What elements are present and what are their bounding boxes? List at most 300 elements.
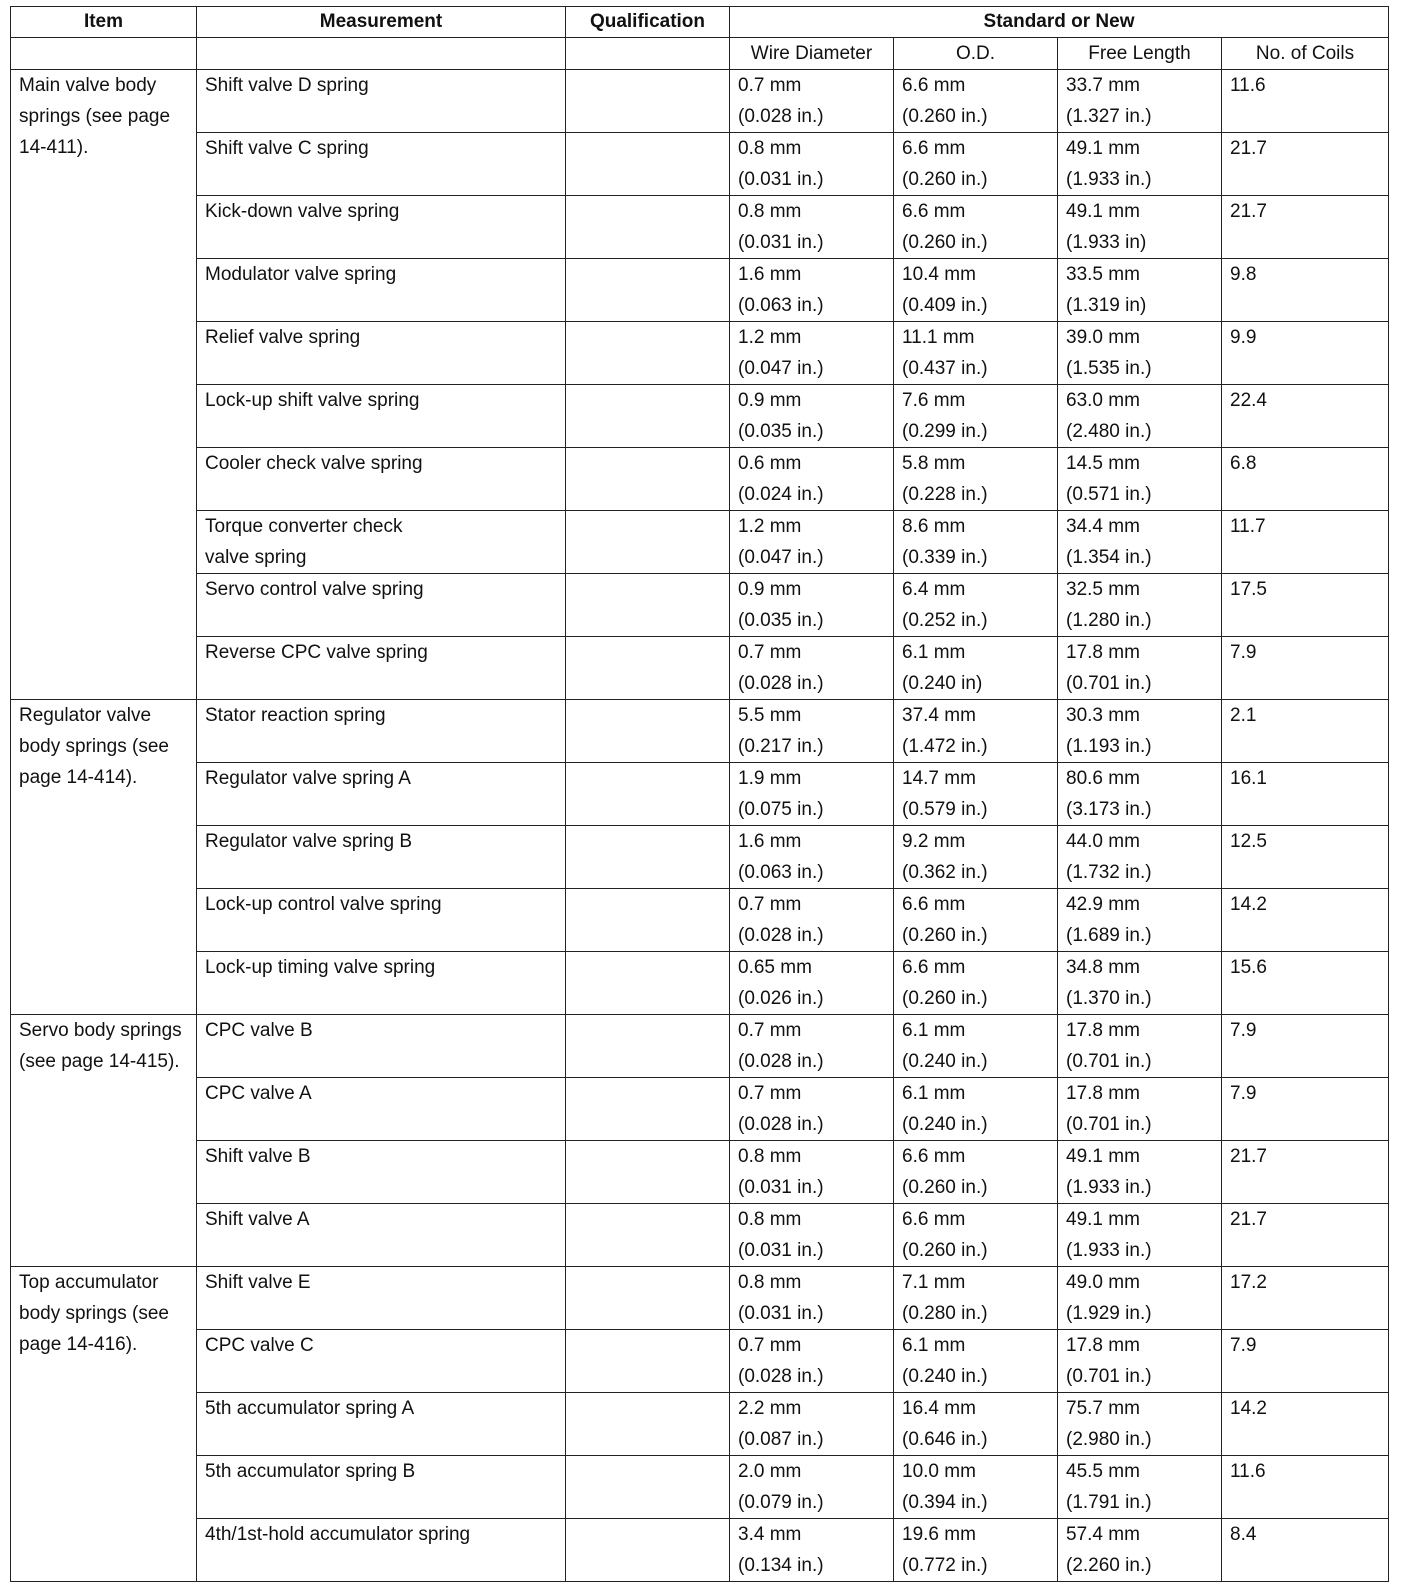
measurement-label: Lock-up timing valve spring [205, 957, 436, 978]
od-in: (0.339 in.) [902, 547, 988, 568]
free-length-mm: 32.5 mm [1066, 579, 1140, 600]
od-in: (0.240 in.) [902, 1051, 988, 1072]
subheader-empty-measurement [197, 38, 566, 70]
wire-diameter-cell [730, 70, 894, 133]
od-in: (0.772 in.) [902, 1555, 988, 1576]
table-row [11, 322, 1389, 385]
free-length-mm: 14.5 mm [1066, 453, 1140, 474]
measurement-cell [197, 1456, 566, 1519]
measurement-label: Kick-down valve spring [205, 201, 400, 222]
od-mm: 6.6 mm [902, 1209, 966, 1230]
free-length-cell [1058, 1141, 1222, 1204]
free-length-mm: 49.1 mm [1066, 1209, 1140, 1230]
wire-diameter-in: (0.075 in.) [738, 799, 824, 820]
od-cell [894, 1078, 1058, 1141]
measurement-label: Shift valve C spring [205, 138, 369, 159]
qualification-cell [566, 700, 730, 763]
measurement-label: CPC valve C [205, 1335, 314, 1356]
free-length-cell [1058, 700, 1222, 763]
measurement-cell [197, 1519, 566, 1582]
free-length-cell [1058, 1393, 1222, 1456]
free-length-cell [1058, 1456, 1222, 1519]
coils-cell [1222, 1393, 1389, 1456]
od-mm: 5.8 mm [902, 453, 966, 474]
coils-value: 9.9 [1230, 327, 1257, 348]
wire-diameter-in: (0.028 in.) [738, 1051, 824, 1072]
free-length-mm: 49.1 mm [1066, 138, 1140, 159]
table-row [11, 574, 1389, 637]
od-cell [894, 133, 1058, 196]
measurement-cell [197, 1393, 566, 1456]
wire-diameter-mm: 2.2 mm [738, 1398, 802, 1419]
od-in: (0.240 in) [902, 673, 983, 694]
coils-cell [1222, 133, 1389, 196]
coils-cell [1222, 1141, 1389, 1204]
od-mm: 10.0 mm [902, 1461, 976, 1482]
free-length-cell [1058, 1330, 1222, 1393]
coils-value: 7.9 [1230, 1020, 1257, 1041]
wire-diameter-in: (0.079 in.) [738, 1492, 824, 1513]
wire-diameter-mm: 0.8 mm [738, 1272, 802, 1293]
measurement-cell [197, 763, 566, 826]
wire-diameter-mm: 5.5 mm [738, 705, 802, 726]
free-length-mm: 42.9 mm [1066, 894, 1140, 915]
free-length-in: (2.480 in.) [1066, 421, 1152, 442]
measurement-cell [197, 952, 566, 1015]
free-length-in: (0.701 in.) [1066, 1114, 1152, 1135]
od-cell [894, 574, 1058, 637]
measurement-label: Stator reaction spring [205, 705, 386, 726]
free-length-in: (1.933 in.) [1066, 1177, 1152, 1198]
od-mm: 8.6 mm [902, 516, 966, 537]
free-length-mm: 49.0 mm [1066, 1272, 1140, 1293]
od-cell [894, 322, 1058, 385]
measurement-label: Modulator valve spring [205, 264, 397, 285]
coils-cell [1222, 889, 1389, 952]
item-label: Regulator valve body springs (see page 14-414). [19, 705, 169, 788]
measurement-label: Reverse CPC valve spring [205, 642, 428, 663]
od-mm: 6.1 mm [902, 1020, 966, 1041]
od-cell [894, 889, 1058, 952]
wire-diameter-cell [730, 1015, 894, 1078]
wire-diameter-mm: 3.4 mm [738, 1524, 802, 1545]
coils-value: 21.7 [1230, 201, 1267, 222]
od-in: (0.240 in.) [902, 1366, 988, 1387]
qualification-cell [566, 259, 730, 322]
free-length-in: (1.354 in.) [1066, 547, 1152, 568]
free-length-mm: 45.5 mm [1066, 1461, 1140, 1482]
subheader-wire-diameter: Wire Diameter [730, 38, 894, 70]
free-length-in: (0.701 in.) [1066, 1366, 1152, 1387]
wire-diameter-cell [730, 700, 894, 763]
measurement-cell [197, 70, 566, 133]
free-length-in: (1.327 in.) [1066, 106, 1152, 127]
free-length-cell [1058, 511, 1222, 574]
free-length-in: (1.280 in.) [1066, 610, 1152, 631]
wire-diameter-cell [730, 889, 894, 952]
qualification-cell [566, 322, 730, 385]
free-length-cell [1058, 763, 1222, 826]
header-item: Item [11, 7, 197, 38]
od-cell [894, 1330, 1058, 1393]
wire-diameter-mm: 0.7 mm [738, 75, 802, 96]
measurement-cell [197, 448, 566, 511]
free-length-in: (1.319 in) [1066, 295, 1147, 316]
wire-diameter-in: (0.028 in.) [738, 925, 824, 946]
wire-diameter-cell [730, 637, 894, 700]
subheader-row [11, 38, 1389, 70]
wire-diameter-in: (0.035 in.) [738, 610, 824, 631]
free-length-cell [1058, 322, 1222, 385]
free-length-in: (1.370 in.) [1066, 988, 1152, 1009]
table-row [11, 952, 1389, 1015]
coils-value: 17.2 [1230, 1272, 1267, 1293]
measurement-label: Torque converter check valve spring [205, 516, 403, 568]
free-length-mm: 75.7 mm [1066, 1398, 1140, 1419]
wire-diameter-cell [730, 1078, 894, 1141]
coils-value: 7.9 [1230, 1083, 1257, 1104]
subheader-empty-qualification [566, 38, 730, 70]
subheader-free-length: Free Length [1058, 38, 1222, 70]
measurement-cell [197, 574, 566, 637]
coils-cell [1222, 1519, 1389, 1582]
measurement-label: 5th accumulator spring A [205, 1398, 415, 1419]
wire-diameter-in: (0.024 in.) [738, 484, 824, 505]
od-cell [894, 700, 1058, 763]
coils-cell [1222, 700, 1389, 763]
header-qualification: Qualification [566, 7, 730, 38]
coils-cell [1222, 70, 1389, 133]
spring-spec-table [10, 6, 1389, 1582]
free-length-mm: 57.4 mm [1066, 1524, 1140, 1545]
measurement-label: Regulator valve spring A [205, 768, 411, 789]
item-cell [11, 1267, 197, 1582]
wire-diameter-mm: 0.6 mm [738, 453, 802, 474]
coils-cell [1222, 574, 1389, 637]
coils-cell [1222, 826, 1389, 889]
coils-value: 9.8 [1230, 264, 1257, 285]
od-cell [894, 1015, 1058, 1078]
wire-diameter-in: (0.031 in.) [738, 232, 824, 253]
table-row [11, 1015, 1389, 1078]
qualification-cell [566, 1393, 730, 1456]
od-cell [894, 385, 1058, 448]
od-mm: 6.1 mm [902, 1083, 966, 1104]
od-in: (0.260 in.) [902, 988, 988, 1009]
free-length-in: (1.929 in.) [1066, 1303, 1152, 1324]
od-in: (0.260 in.) [902, 169, 988, 190]
qualification-cell [566, 1141, 730, 1204]
od-mm: 6.6 mm [902, 75, 966, 96]
coils-value: 6.8 [1230, 453, 1257, 474]
table-row [11, 259, 1389, 322]
wire-diameter-mm: 0.7 mm [738, 1335, 802, 1356]
table-row [11, 1519, 1389, 1582]
od-cell [894, 826, 1058, 889]
wire-diameter-mm: 1.2 mm [738, 327, 802, 348]
measurement-cell [197, 322, 566, 385]
measurement-cell [197, 1141, 566, 1204]
wire-diameter-in: (0.028 in.) [738, 1366, 824, 1387]
free-length-in: (1.933 in.) [1066, 169, 1152, 190]
wire-diameter-mm: 0.8 mm [738, 1146, 802, 1167]
wire-diameter-cell [730, 259, 894, 322]
coils-cell [1222, 1330, 1389, 1393]
qualification-cell [566, 70, 730, 133]
free-length-in: (0.701 in.) [1066, 1051, 1152, 1072]
od-cell [894, 763, 1058, 826]
free-length-in: (1.933 in.) [1066, 1240, 1152, 1261]
qualification-cell [566, 826, 730, 889]
qualification-cell [566, 1456, 730, 1519]
table-row [11, 448, 1389, 511]
od-in: (0.228 in.) [902, 484, 988, 505]
coils-value: 14.2 [1230, 1398, 1267, 1419]
table-row [11, 889, 1389, 952]
measurement-label: 5th accumulator spring B [205, 1461, 416, 1482]
measurement-label: Lock-up control valve spring [205, 894, 442, 915]
wire-diameter-in: (0.047 in.) [738, 358, 824, 379]
table-row [11, 70, 1389, 133]
qualification-cell [566, 448, 730, 511]
coils-cell [1222, 322, 1389, 385]
wire-diameter-cell [730, 1204, 894, 1267]
od-mm: 9.2 mm [902, 831, 966, 852]
coils-cell [1222, 259, 1389, 322]
od-in: (0.646 in.) [902, 1429, 988, 1450]
free-length-mm: 17.8 mm [1066, 1020, 1140, 1041]
table-row [11, 385, 1389, 448]
coils-value: 17.5 [1230, 579, 1267, 600]
free-length-in: (1.732 in.) [1066, 862, 1152, 883]
free-length-mm: 44.0 mm [1066, 831, 1140, 852]
free-length-cell [1058, 133, 1222, 196]
wire-diameter-in: (0.217 in.) [738, 736, 824, 757]
table-row [11, 1456, 1389, 1519]
wire-diameter-cell [730, 952, 894, 1015]
od-in: (0.260 in.) [902, 232, 988, 253]
table-row [11, 763, 1389, 826]
free-length-in: (1.535 in.) [1066, 358, 1152, 379]
od-mm: 11.1 mm [902, 327, 975, 348]
qualification-cell [566, 196, 730, 259]
coils-cell [1222, 511, 1389, 574]
header-measurement: Measurement [197, 7, 566, 38]
coils-cell [1222, 952, 1389, 1015]
wire-diameter-mm: 1.6 mm [738, 264, 802, 285]
coils-value: 7.9 [1230, 642, 1257, 663]
measurement-label: CPC valve B [205, 1020, 313, 1041]
od-in: (1.472 in.) [902, 736, 988, 757]
free-length-cell [1058, 574, 1222, 637]
free-length-cell [1058, 952, 1222, 1015]
coils-value: 12.5 [1230, 831, 1267, 852]
coils-value: 15.6 [1230, 957, 1267, 978]
free-length-mm: 49.1 mm [1066, 1146, 1140, 1167]
qualification-cell [566, 1078, 730, 1141]
qualification-cell [566, 1015, 730, 1078]
free-length-mm: 17.8 mm [1066, 642, 1140, 663]
qualification-cell [566, 952, 730, 1015]
od-mm: 6.4 mm [902, 579, 966, 600]
measurement-cell [197, 1267, 566, 1330]
measurement-cell [197, 1015, 566, 1078]
measurement-label: Lock-up shift valve spring [205, 390, 420, 411]
qualification-cell [566, 574, 730, 637]
table-row [11, 1204, 1389, 1267]
od-mm: 6.6 mm [902, 201, 966, 222]
od-mm: 37.4 mm [902, 705, 976, 726]
measurement-cell [197, 259, 566, 322]
free-length-cell [1058, 70, 1222, 133]
free-length-cell [1058, 1015, 1222, 1078]
free-length-cell [1058, 1078, 1222, 1141]
coils-cell [1222, 637, 1389, 700]
table-row [11, 637, 1389, 700]
coils-value: 11.6 [1230, 75, 1266, 96]
od-mm: 6.1 mm [902, 1335, 966, 1356]
wire-diameter-in: (0.031 in.) [738, 1240, 824, 1261]
free-length-cell [1058, 385, 1222, 448]
coils-value: 7.9 [1230, 1335, 1257, 1356]
wire-diameter-cell [730, 1141, 894, 1204]
coils-cell [1222, 1456, 1389, 1519]
qualification-cell [566, 1204, 730, 1267]
wire-diameter-mm: 1.6 mm [738, 831, 802, 852]
wire-diameter-mm: 1.2 mm [738, 516, 802, 537]
od-cell [894, 196, 1058, 259]
od-in: (0.579 in.) [902, 799, 988, 820]
free-length-in: (2.260 in.) [1066, 1555, 1152, 1576]
measurement-cell [197, 511, 566, 574]
od-mm: 7.6 mm [902, 390, 966, 411]
measurement-label: Cooler check valve spring [205, 453, 423, 474]
qualification-cell [566, 133, 730, 196]
header-standard-or-new: Standard or New [730, 7, 1389, 38]
od-cell [894, 511, 1058, 574]
wire-diameter-mm: 0.8 mm [738, 138, 802, 159]
od-in: (0.362 in.) [902, 862, 988, 883]
wire-diameter-cell [730, 1456, 894, 1519]
qualification-cell [566, 1330, 730, 1393]
table-row [11, 826, 1389, 889]
wire-diameter-in: (0.026 in.) [738, 988, 824, 1009]
wire-diameter-cell [730, 574, 894, 637]
free-length-in: (1.791 in.) [1066, 1492, 1152, 1513]
free-length-mm: 33.5 mm [1066, 264, 1140, 285]
measurement-cell [197, 133, 566, 196]
qualification-cell [566, 637, 730, 700]
item-label: Main valve body springs (see page 14-411). [19, 75, 171, 158]
free-length-in: (0.571 in.) [1066, 484, 1152, 505]
free-length-cell [1058, 889, 1222, 952]
coils-cell [1222, 1267, 1389, 1330]
wire-diameter-cell [730, 763, 894, 826]
subheader-empty-item [11, 38, 197, 70]
free-length-cell [1058, 1204, 1222, 1267]
od-mm: 6.6 mm [902, 957, 966, 978]
wire-diameter-in: (0.063 in.) [738, 295, 824, 316]
spec-table-body [11, 70, 1389, 1582]
coils-value: 2.1 [1230, 705, 1257, 726]
subheader-od: O.D. [894, 38, 1058, 70]
wire-diameter-cell [730, 1330, 894, 1393]
free-length-in: (1.933 in) [1066, 232, 1147, 253]
free-length-mm: 17.8 mm [1066, 1335, 1140, 1356]
od-cell [894, 1141, 1058, 1204]
coils-value: 16.1 [1230, 768, 1267, 789]
coils-value: 11.6 [1230, 1461, 1266, 1482]
measurement-label: Servo control valve spring [205, 579, 424, 600]
measurement-cell [197, 385, 566, 448]
free-length-mm: 34.4 mm [1066, 516, 1140, 537]
subheader-no-of-coils: No. of Coils [1222, 38, 1389, 70]
coils-value: 21.7 [1230, 138, 1267, 159]
od-cell [894, 1519, 1058, 1582]
free-length-mm: 49.1 mm [1066, 201, 1140, 222]
wire-diameter-mm: 0.7 mm [738, 1020, 802, 1041]
table-row [11, 1141, 1389, 1204]
od-cell [894, 259, 1058, 322]
free-length-mm: 30.3 mm [1066, 705, 1140, 726]
od-cell [894, 70, 1058, 133]
item-label: Top accumulator body springs (see page 14-416). [19, 1272, 169, 1355]
coils-cell [1222, 1078, 1389, 1141]
od-cell [894, 637, 1058, 700]
table-row [11, 1330, 1389, 1393]
free-length-in: (3.173 in.) [1066, 799, 1152, 820]
od-in: (0.252 in.) [902, 610, 988, 631]
item-label: Servo body springs (see page 14-415). [19, 1020, 182, 1072]
od-in: (0.394 in.) [902, 1492, 988, 1513]
table-row [11, 1078, 1389, 1141]
measurement-cell [197, 889, 566, 952]
free-length-in: (1.193 in.) [1066, 736, 1152, 757]
wire-diameter-cell [730, 133, 894, 196]
od-in: (0.240 in.) [902, 1114, 988, 1135]
wire-diameter-in: (0.031 in.) [738, 169, 824, 190]
table-row [11, 511, 1389, 574]
od-mm: 6.6 mm [902, 1146, 966, 1167]
wire-diameter-mm: 2.0 mm [738, 1461, 802, 1482]
wire-diameter-cell [730, 385, 894, 448]
od-cell [894, 1393, 1058, 1456]
measurement-label: Regulator valve spring B [205, 831, 412, 852]
measurement-cell [197, 1204, 566, 1267]
wire-diameter-mm: 0.7 mm [738, 894, 802, 915]
measurement-cell [197, 196, 566, 259]
od-in: (0.409 in.) [902, 295, 988, 316]
free-length-mm: 80.6 mm [1066, 768, 1140, 789]
wire-diameter-in: (0.047 in.) [738, 547, 824, 568]
od-cell [894, 1267, 1058, 1330]
free-length-mm: 39.0 mm [1066, 327, 1140, 348]
coils-value: 21.7 [1230, 1209, 1267, 1230]
od-mm: 6.1 mm [902, 642, 966, 663]
qualification-cell [566, 889, 730, 952]
free-length-cell [1058, 196, 1222, 259]
wire-diameter-mm: 0.7 mm [738, 1083, 802, 1104]
measurement-cell [197, 826, 566, 889]
wire-diameter-in: (0.063 in.) [738, 862, 824, 883]
wire-diameter-mm: 1.9 mm [738, 768, 802, 789]
measurement-label: Relief valve spring [205, 327, 361, 348]
coils-cell [1222, 1015, 1389, 1078]
wire-diameter-mm: 0.8 mm [738, 1209, 802, 1230]
free-length-in: (0.701 in.) [1066, 673, 1152, 694]
qualification-cell [566, 763, 730, 826]
item-cell [11, 700, 197, 1015]
